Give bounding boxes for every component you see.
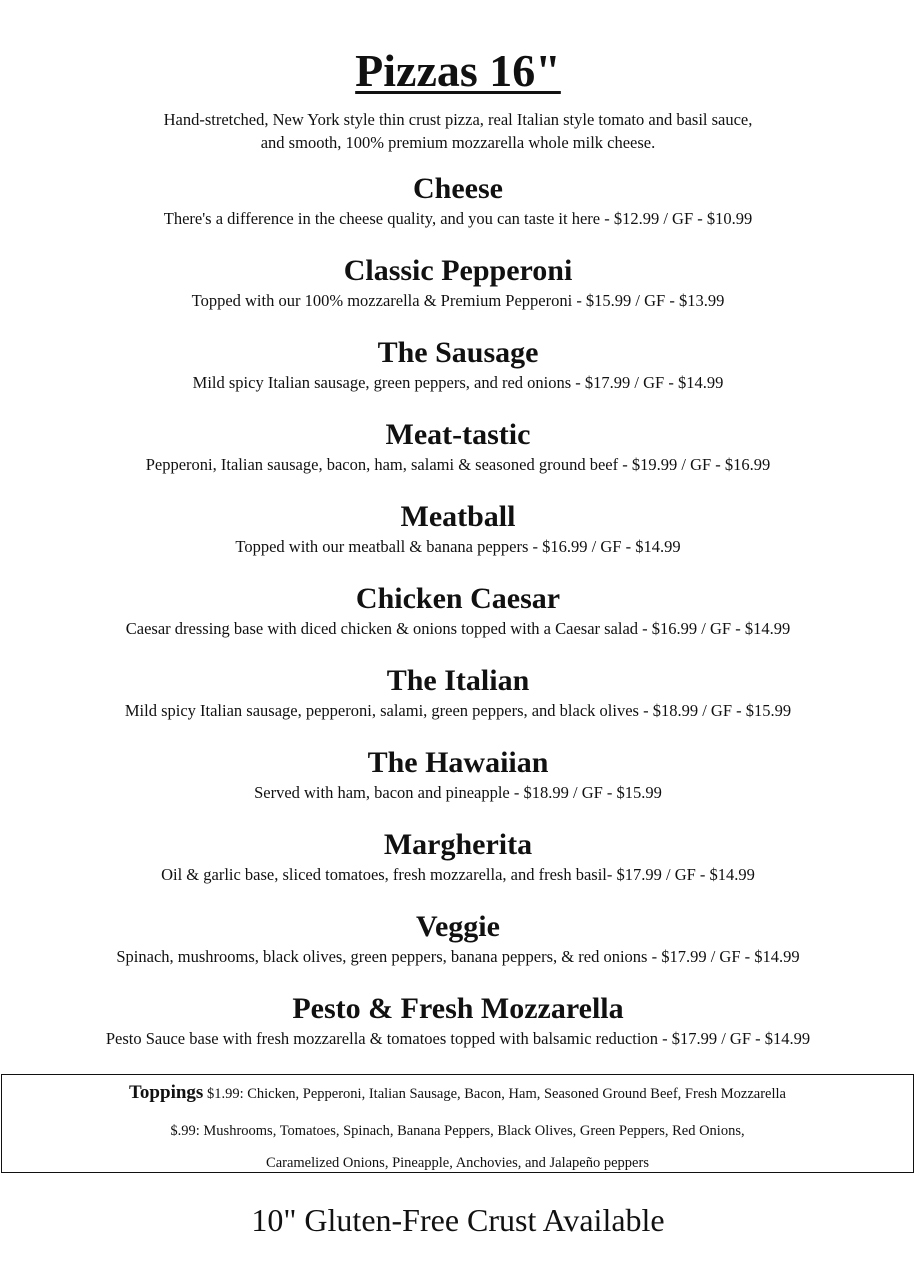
pizza-name: Classic Pepperoni [343,254,573,287]
pizza-name: The Hawaiian [367,746,549,779]
pizza-description: Pepperoni, Italian sausage, bacon, ham, salami & seasoned ground beef - $19.99 / GF - $16.99 [145,455,771,474]
pizza-description: Pesto Sauce base with fresh mozzarella & tomatoes topped with balsamic reduction - $17.99 / GF - $14.99 [105,1029,811,1048]
pizza-name: Meatball [400,500,516,533]
pizza-name: Veggie [416,910,500,943]
pizza-item-meatball [0,498,916,580]
toppings-label: Toppings [129,1082,204,1103]
pizza-name: Margherita [383,828,533,861]
intro-line-2: and smooth, 100% premium mozzarella whole milk cheese. [260,133,656,152]
intro-text [60,108,856,154]
pizza-name: Cheese [413,172,503,205]
pizza-item-chicken-caesar [0,580,916,662]
pizza-item-italian [0,662,916,744]
pizza-name: The Italian [386,664,530,697]
pizza-item-hawaiian [0,744,916,826]
pizza-item-margherita [0,826,916,908]
pizza-name: Meat-tastic [385,418,531,451]
pizza-description: Topped with our 100% mozzarella & Premium Pepperoni - $15.99 / GF - $13.99 [191,291,725,310]
pizza-item-classic-pepperoni [0,252,916,334]
pizza-item-sausage [0,334,916,416]
pizza-item-pesto-fresh-mozzarella [0,990,916,1072]
pizza-description: There's a difference in the cheese quality, and you can taste it here - $12.99 / GF - $10.99 [163,209,753,228]
pizza-description: Oil & garlic base, sliced tomatoes, fresh mozzarella, and fresh basil- $17.99 / GF - $14.99 [161,865,755,884]
pizza-item-meat-tastic [0,416,916,498]
toppings-line-2: $.99: Mushrooms, Tomatoes, Spinach, Banana Peppers, Black Olives, Green Peppers, Red Onions, [170,1123,745,1139]
pizza-item-veggie [0,908,916,990]
toppings-box [1,1074,914,1173]
pizza-description: Topped with our meatball & banana peppers - $16.99 / GF - $14.99 [235,537,681,556]
toppings-line-1 [2,1081,913,1106]
pizza-name: Chicken Caesar [355,582,561,615]
pizza-description: Spinach, mushrooms, black olives, green peppers, banana peppers, & red onions - $17.99 / GF - $14.99 [116,947,800,966]
pizza-description: Served with ham, bacon and pineapple - $18.99 / GF - $15.99 [254,783,662,802]
pizza-description: Caesar dressing base with diced chicken & onions topped with a Caesar salad - $16.99 / GF - $14.99 [125,619,791,638]
pizza-item-cheese [0,170,916,252]
pizza-name: The Sausage [377,336,539,369]
toppings-line-3: Caramelized Onions, Pineapple, Anchovies, and Jalapeño peppers [266,1155,649,1171]
pizza-description: Mild spicy Italian sausage, green peppers, and red onions - $17.99 / GF - $14.99 [192,373,724,392]
gluten-free-note: 10" Gluten-Free Crust Available [251,1202,665,1238]
pizza-list [0,170,916,1072]
pizza-name: Pesto & Fresh Mozzarella [292,992,624,1025]
page-title: Pizzas 16" [355,45,561,96]
intro-line-1: Hand-stretched, New York style thin crust pizza, real Italian style tomato and basil sauce, [163,110,753,129]
toppings-premium-list: $1.99: Chicken, Pepperoni, Italian Sausage, Bacon, Ham, Seasoned Ground Beef, Fresh Mozzarella [203,1086,786,1102]
pizza-description: Mild spicy Italian sausage, pepperoni, salami, green peppers, and black olives - $18.99 / GF - $15.99 [124,701,792,720]
